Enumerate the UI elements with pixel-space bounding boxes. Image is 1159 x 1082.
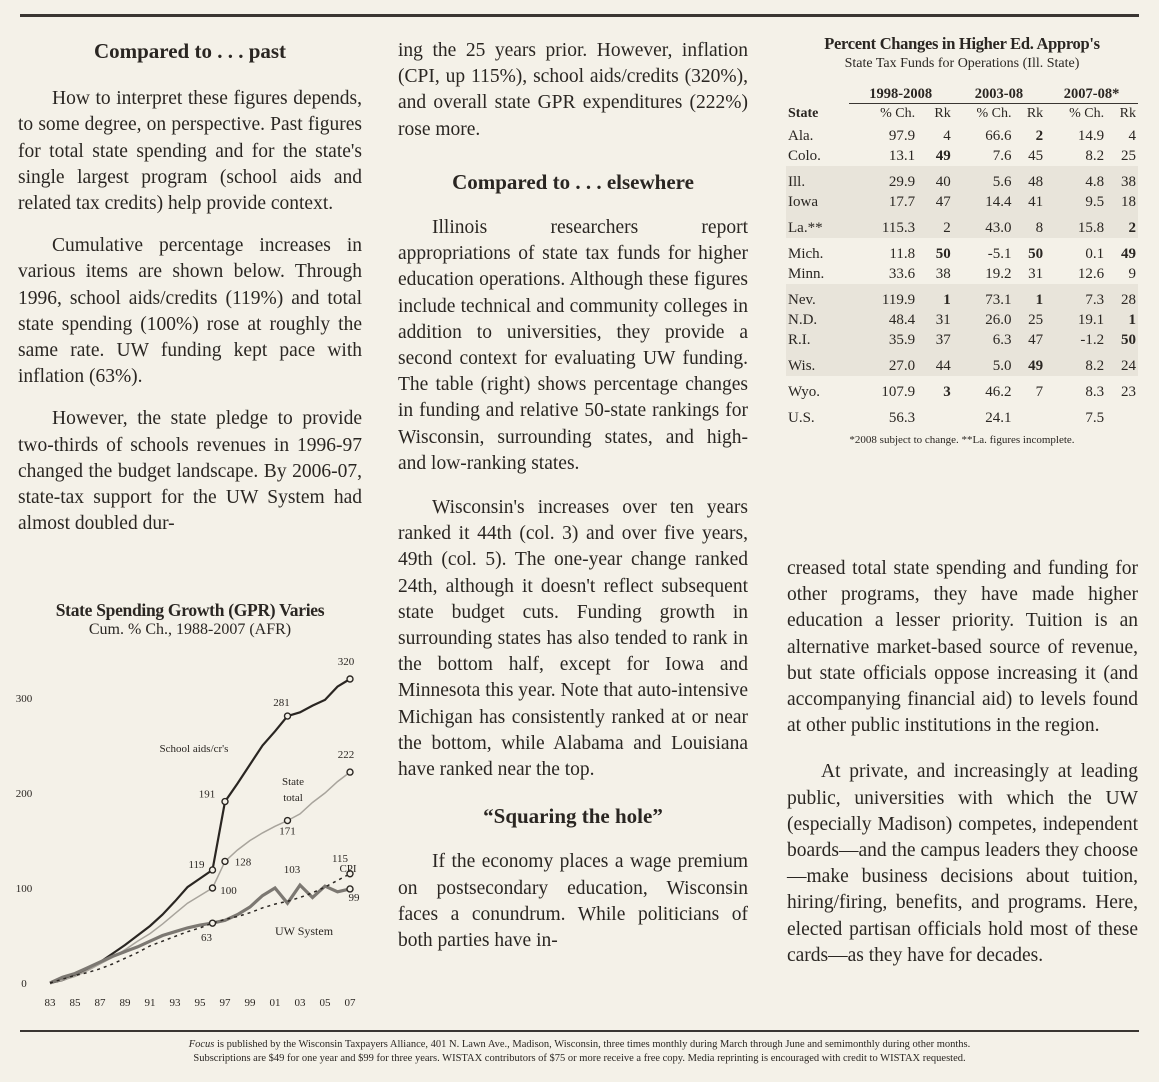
value-cell: 33.6 bbox=[888, 266, 916, 282]
value-cell: 115.3 bbox=[849, 212, 917, 238]
paragraph: At private, and increasingly at leading public, universities with which the UW (especially Madison) competes, independent boards—and the campus leaders they choose—make business decisions about tuition, hiring/firing, benefits, and programs. Here, elected partisan officials hold most of these cards—as they have for decades. bbox=[787, 761, 1138, 966]
heading-elsewhere: Compared to . . . elsewhere bbox=[452, 169, 694, 194]
value-cell: 1 bbox=[1013, 284, 1045, 310]
value-cell: 27.0 bbox=[849, 350, 917, 376]
series-label-cpi: CPI bbox=[339, 863, 357, 875]
state-cell: N.D. bbox=[786, 310, 849, 330]
value-cell: 28 bbox=[1106, 284, 1138, 310]
value-cell: 45 bbox=[1028, 148, 1044, 164]
col-header-rank: Rk bbox=[1119, 106, 1136, 121]
value-cell: 26.0 bbox=[953, 310, 1014, 330]
value-cell: 47 bbox=[1013, 330, 1045, 350]
value-cell: 5.0 bbox=[953, 350, 1014, 376]
value-cell: 56.3 bbox=[888, 410, 916, 426]
value-cell: 107.9 bbox=[881, 384, 916, 400]
paragraph: creased total state spending and funding for other programs, they have made higher education a lesser priority. Tuition is an alternative market-based source of revenue, but state officials oppose increasing it (and accompanying financial aid) to levels found at other public institutions in the region. bbox=[787, 558, 1138, 737]
y-tick-label: 200 bbox=[15, 788, 33, 800]
table-row bbox=[786, 284, 1138, 310]
x-tick-label: 01 bbox=[269, 997, 281, 1009]
value-cell: 2 bbox=[1106, 212, 1138, 238]
data-label: 320 bbox=[337, 656, 355, 668]
value-cell: 48.4 bbox=[849, 310, 917, 330]
data-label: 103 bbox=[283, 864, 301, 877]
value-cell: 12.6 bbox=[1077, 266, 1105, 282]
col-header-state: State bbox=[788, 105, 819, 121]
column-3 bbox=[787, 556, 1138, 969]
state-cell: Ill. bbox=[786, 166, 849, 192]
value-cell: -5.1 bbox=[987, 246, 1012, 262]
data-label: 171 bbox=[279, 825, 296, 838]
value-cell: 13.1 bbox=[888, 148, 916, 164]
table-row bbox=[786, 212, 1138, 238]
data-label: 222 bbox=[337, 749, 355, 762]
value-cell: 14.4 bbox=[953, 192, 1014, 212]
column-2 bbox=[398, 38, 748, 954]
value-cell: 5.6 bbox=[953, 166, 1014, 192]
state-cell: Colo. bbox=[788, 148, 821, 164]
value-cell: 8.2 bbox=[1085, 148, 1105, 164]
value-cell: 3 bbox=[943, 384, 951, 400]
paragraph: How to interpret these figures depends, to some degree, on perspective. Past figures for total state spending and for the state's single largest program (school aids and related tax credits) help provide context. bbox=[18, 88, 362, 215]
value-cell: 25 bbox=[1121, 148, 1136, 164]
value-cell: 24 bbox=[1106, 350, 1138, 376]
series-label-state: total bbox=[283, 792, 303, 804]
state-cell: R.I. bbox=[786, 330, 849, 350]
y-tick-label: 300 bbox=[15, 693, 33, 705]
x-tick-label: 83 bbox=[44, 997, 56, 1009]
value-cell bbox=[1013, 402, 1045, 428]
value-cell: 4.8 bbox=[1045, 166, 1106, 192]
x-tick-label: 97 bbox=[219, 997, 231, 1009]
col-header-rank: Rk bbox=[1026, 106, 1044, 121]
value-cell: 38 bbox=[935, 266, 951, 282]
data-label: 99 bbox=[348, 891, 360, 904]
value-cell: 19.2 bbox=[985, 266, 1012, 282]
value-cell: -1.2 bbox=[1045, 330, 1106, 350]
value-cell: 2 bbox=[917, 212, 953, 238]
value-cell: 50 bbox=[1028, 246, 1044, 262]
table-row bbox=[786, 376, 1138, 402]
x-tick-label: 99 bbox=[244, 997, 256, 1009]
table-title: Percent Changes in Higher Ed. Approp's bbox=[824, 34, 1100, 53]
data-label: 115 bbox=[331, 852, 349, 865]
value-cell: 8.2 bbox=[1045, 350, 1106, 376]
data-point-marker bbox=[222, 799, 228, 805]
footer-focus: Focus bbox=[188, 1039, 215, 1050]
value-cell: 49 bbox=[1013, 350, 1045, 376]
paragraph: Wisconsin's increases over ten years ranked it 44th (col. 3) and over five years, 49th (col. 5). The one-year change ranked 24th, although it doesn't reflect subsequent state budget cuts. Funding growth in surrounding states has also tended to rank in the bottom half, except for Iowa and Minnesota this year. Note that auto-intensive Michigan has consistently ranked at or near the bottom, while Alabama and Louisiana have ranked near the top. bbox=[398, 497, 748, 781]
value-cell: 8.3 bbox=[1085, 384, 1105, 400]
value-cell: 4 bbox=[943, 128, 951, 144]
value-cell bbox=[917, 402, 953, 428]
chart-title: State Spending Growth (GPR) Varies bbox=[55, 600, 325, 620]
data-point-marker bbox=[210, 885, 216, 891]
value-cell: 49 bbox=[935, 148, 951, 164]
value-cell: 31 bbox=[917, 310, 953, 330]
value-cell: 31 bbox=[1028, 266, 1044, 282]
data-label: 191 bbox=[198, 788, 216, 801]
value-cell bbox=[1106, 402, 1138, 428]
state-cell: La.** bbox=[786, 212, 849, 238]
x-tick-label: 85 bbox=[69, 997, 81, 1009]
paragraph: If the economy places a wage premium on postsecondary education, Wisconsin faces a conundrum. While politicians of both parties have in- bbox=[398, 851, 748, 952]
paragraph: Illinois researchers report appropriations of state tax funds for higher education operations. Although these figures include technical and community colleges in addition to universities, they provide a second context for evaluating UW funding. The table (right) shows percentage changes in funding and relative 50-state rankings for Wisconsin, surrounding states, and high- and low-ranking states. bbox=[398, 217, 748, 474]
x-tick-label: 05 bbox=[319, 997, 331, 1009]
value-cell: 4 bbox=[1128, 128, 1136, 144]
x-tick-label: 95 bbox=[194, 997, 206, 1009]
value-cell: 43.0 bbox=[953, 212, 1014, 238]
value-cell: 119.9 bbox=[849, 284, 917, 310]
value-cell: 44 bbox=[917, 350, 953, 376]
value-cell: 2 bbox=[1035, 128, 1044, 144]
value-cell: 15.8 bbox=[1045, 212, 1106, 238]
state-cell: Wyo. bbox=[788, 384, 821, 400]
value-cell: 97.9 bbox=[888, 128, 916, 144]
spending-growth-chart bbox=[14, 600, 366, 1020]
col-header-pct: % Ch. bbox=[976, 106, 1012, 121]
data-label: 281 bbox=[273, 697, 290, 710]
data-point-marker bbox=[285, 713, 291, 719]
data-label: 63 bbox=[201, 932, 212, 945]
value-cell: 29.9 bbox=[849, 166, 917, 192]
value-cell: 7 bbox=[1035, 384, 1044, 400]
table-row bbox=[786, 146, 1138, 166]
footer-line-1: is published by the Wisconsin Taxpayers Alliance, 401 N. Lawn Ave., Madison, Wisconsin, three times monthly during March through June and semimonthly during other months. bbox=[214, 1039, 971, 1050]
data-label: 100 bbox=[220, 885, 237, 897]
table-row bbox=[786, 310, 1138, 330]
data-point-marker bbox=[285, 818, 291, 824]
paragraph: However, the state pledge to provide two-thirds of schools revenues in 1996-97 changed the budget landscape. By 2006-07, state-tax support for the UW System had almost doubled dur- bbox=[18, 408, 362, 535]
x-tick-label: 87 bbox=[94, 997, 106, 1009]
series-label-school: School aids/cr's bbox=[159, 743, 229, 755]
value-cell: 24.1 bbox=[985, 410, 1012, 426]
value-cell: 14.9 bbox=[1077, 128, 1105, 144]
x-tick-label: 91 bbox=[144, 997, 156, 1009]
x-tick-label: 03 bbox=[294, 997, 306, 1009]
value-cell: 46.2 bbox=[985, 384, 1012, 400]
value-cell: 0.1 bbox=[1085, 246, 1105, 262]
value-cell: 7.6 bbox=[992, 148, 1012, 164]
table-subtitle: State Tax Funds for Operations (Ill. State) bbox=[844, 56, 1080, 71]
series-label-state: State bbox=[282, 776, 304, 788]
value-cell: 38 bbox=[1106, 166, 1138, 192]
value-cell: 48 bbox=[1013, 166, 1045, 192]
value-cell: 25 bbox=[1013, 310, 1045, 330]
state-cell: U.S. bbox=[788, 410, 815, 426]
group-header: 1998-2008 bbox=[849, 86, 953, 104]
table-row bbox=[786, 264, 1138, 284]
data-point-marker bbox=[222, 858, 228, 864]
value-cell: 49 bbox=[1121, 246, 1136, 262]
value-cell: 18 bbox=[1106, 192, 1138, 212]
value-cell: 35.9 bbox=[849, 330, 917, 350]
value-cell: 50 bbox=[935, 246, 951, 262]
value-cell: 6.3 bbox=[953, 330, 1014, 350]
value-cell: 40 bbox=[917, 166, 953, 192]
value-cell: 19.1 bbox=[1045, 310, 1106, 330]
col-header-pct: % Ch. bbox=[880, 106, 916, 121]
paragraph: Cumulative percentage increases in various items are shown below. Through 1996, school aids/credits (119%) and total state spending (100%) rose at roughly the same rate. UW funding kept pace with inflation (63%). bbox=[18, 235, 362, 388]
y-tick-label: 100 bbox=[15, 883, 33, 895]
state-cell: Minn. bbox=[788, 266, 825, 282]
x-tick-label: 89 bbox=[119, 997, 131, 1009]
state-cell: Nev. bbox=[786, 284, 849, 310]
publication-footer bbox=[20, 1030, 1139, 1066]
approp-table bbox=[786, 86, 1138, 428]
table-row bbox=[786, 126, 1138, 146]
value-cell: 37 bbox=[917, 330, 953, 350]
table-row bbox=[786, 238, 1138, 264]
value-cell: 9.5 bbox=[1045, 192, 1106, 212]
data-point-marker bbox=[210, 867, 216, 873]
x-tick-label: 07 bbox=[344, 997, 356, 1009]
data-point-marker bbox=[347, 676, 353, 682]
value-cell: 1 bbox=[1106, 310, 1138, 330]
data-point-marker bbox=[210, 920, 216, 926]
x-tick-label: 93 bbox=[169, 997, 181, 1009]
state-cell: Iowa bbox=[786, 192, 849, 212]
table-row bbox=[786, 192, 1138, 212]
group-header: 2003-08 bbox=[953, 86, 1045, 104]
value-cell: 9 bbox=[1128, 266, 1136, 282]
table-footnote: *2008 subject to change. **La. figures incomplete. bbox=[849, 434, 1075, 446]
footer-line-2: Subscriptions are $49 for one year and $99 for three years. WISTAX contributors of $75 or more receive a free copy. Media reprinting is encouraged with credit to WISTAX requested. bbox=[193, 1053, 966, 1064]
paragraph: ing the 25 years prior. However, inflation (CPI, up 115%), school aids/credits (320%), and overall state GPR expenditures (222%) rose more. bbox=[398, 40, 748, 140]
value-cell: 8 bbox=[1013, 212, 1045, 238]
top-rule bbox=[20, 14, 1139, 17]
series-label-uw: UW System bbox=[274, 924, 334, 938]
table-row bbox=[786, 330, 1138, 350]
heading-squaring: “Squaring the hole” bbox=[483, 804, 663, 829]
value-cell: 7.5 bbox=[1085, 410, 1105, 426]
column-1 bbox=[18, 38, 362, 537]
table-row bbox=[786, 402, 1138, 428]
value-cell: 23 bbox=[1121, 384, 1136, 400]
heading-past: Compared to . . . past bbox=[93, 39, 287, 63]
y-tick-label: 0 bbox=[21, 978, 27, 990]
value-cell: 73.1 bbox=[953, 284, 1014, 310]
state-cell: Wis. bbox=[786, 350, 849, 376]
value-cell: 66.6 bbox=[985, 128, 1012, 144]
col-header-pct: % Ch. bbox=[1069, 106, 1105, 121]
data-label: 128 bbox=[234, 856, 252, 869]
table-row bbox=[786, 350, 1138, 376]
col-header-rank: Rk bbox=[934, 106, 951, 121]
chart-svg bbox=[14, 600, 366, 1020]
value-cell: 50 bbox=[1106, 330, 1138, 350]
state-cell: Mich. bbox=[788, 246, 824, 262]
value-cell: 7.3 bbox=[1045, 284, 1106, 310]
value-cell: 17.7 bbox=[849, 192, 917, 212]
group-header: 2007-08* bbox=[1045, 86, 1138, 104]
data-label: 119 bbox=[188, 858, 205, 871]
state-cell: Ala. bbox=[788, 128, 814, 144]
value-cell: 47 bbox=[917, 192, 953, 212]
value-cell: 1 bbox=[917, 284, 953, 310]
value-cell: 11.8 bbox=[889, 246, 916, 262]
value-cell: 41 bbox=[1013, 192, 1045, 212]
table-row bbox=[786, 166, 1138, 192]
data-point-marker bbox=[347, 769, 353, 775]
approp-table-box bbox=[786, 34, 1138, 446]
chart-subtitle: Cum. % Ch., 1988-2007 (AFR) bbox=[88, 621, 292, 638]
